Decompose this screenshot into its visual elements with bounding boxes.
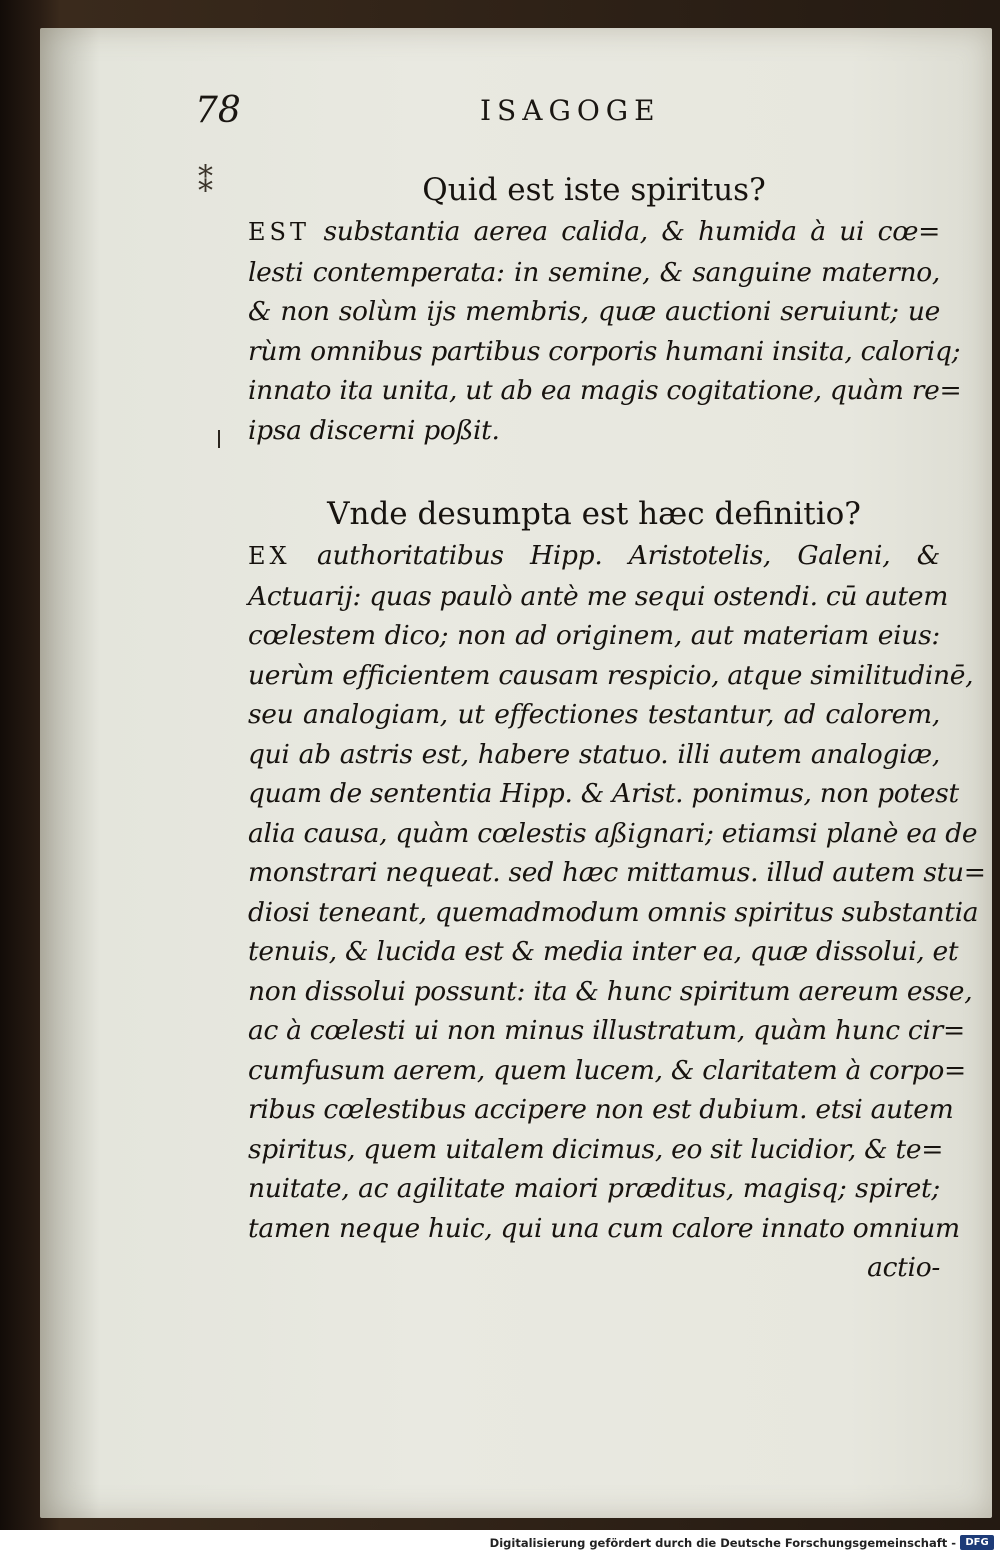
text-line: ipsa discerni poßit. (248, 414, 500, 446)
marginal-mark: ⁑ (198, 165, 213, 200)
text-line: spiritus, quem uitalem dicimus, eo sit lucidior, & te= (248, 1133, 944, 1165)
text-line: quam de sententia Hipp. & Arist. ponimus, non potest (248, 778, 959, 809)
paragraph-2 (248, 536, 986, 1288)
page-number: 78 (195, 90, 241, 131)
catchword: actio- (867, 1252, 940, 1283)
text-line: cumfusum aerem, quem lucem, & claritatem à corpo= (248, 1054, 966, 1086)
text-line: uerùm efficientem causam respicio, atque similitudinē, (248, 659, 974, 691)
text-line: non dissolui possunt: ita & hunc spiritum aereum esse, (248, 975, 973, 1007)
text-line: ac à cœlesti ui non minus illustratum, quàm hunc cir= (248, 1015, 965, 1046)
paragraph-1 (248, 212, 962, 450)
binding-shadow (40, 28, 100, 1518)
text-line: cœlestem dico; non ad originem, aut materiam eius: (248, 620, 940, 651)
running-title: ISAGOGE (480, 94, 661, 127)
text-line: innato ita unita, ut ab ea magis cogitatione, quàm re= (248, 375, 962, 406)
text-line: tenuis, & lucida est & media inter ea, quæ dissolui, et (248, 936, 959, 967)
text-line: monstrari nequeat. sed hæc mittamus. illud autem stu= (248, 857, 986, 888)
text-line-content: authoritatibus Hipp. Aristotelis, Galeni, & (316, 540, 940, 571)
section-heading-1: Quid est iste spiritus? (422, 172, 766, 208)
footer-bar (0, 1530, 1000, 1556)
paragraph-initial: EST (248, 218, 310, 246)
text-line: Actuarij: quas paulò antè me sequi ostendi. cū autem (248, 580, 949, 612)
text-line: ribus cœlestibus accipere non est dubium. etsi autem (248, 1094, 954, 1125)
funding-credit: Digitalisierung gefördert durch die Deutsche Forschungsgemeinschaft - (489, 1536, 956, 1550)
paragraph-initial: EX (248, 542, 291, 570)
text-line: qui ab astris est, habere statuo. illi autem analogiæ, (248, 738, 940, 770)
text-line: seu analogiam, ut effectiones testantur, ad calorem, (248, 699, 940, 730)
main-text (248, 168, 986, 1288)
text-line: & non solùm ijs membris, quæ auctioni seruiunt; ue (248, 296, 940, 327)
text-line: rùm omnibus partibus corporis humani insita, caloriq; (248, 335, 961, 367)
dfg-logo: DFG (960, 1535, 994, 1550)
text-line (248, 212, 940, 253)
page-header (195, 90, 895, 130)
text-line: lesti contemperata: in semine, & sanguine materno, (248, 256, 940, 288)
text-line (248, 536, 940, 577)
marginal-tick (218, 430, 220, 448)
text-line: alia causa, quàm cœlestis aßignari; etiamsi planè ea de (248, 817, 978, 849)
text-line: diosi teneant, quemadmodum omnis spiritus substantia (248, 896, 979, 928)
text-line: tamen neque huic, qui una cum calore innato omnium (248, 1212, 960, 1244)
text-line: nuitate, ac agilitate maiori præditus, magisq; spiret; (248, 1173, 940, 1204)
section-heading-2: Vnde desumpta est hæc definitio? (327, 496, 861, 532)
text-line-content: substantia aerea calida, & humida à ui cœ= (323, 216, 941, 247)
